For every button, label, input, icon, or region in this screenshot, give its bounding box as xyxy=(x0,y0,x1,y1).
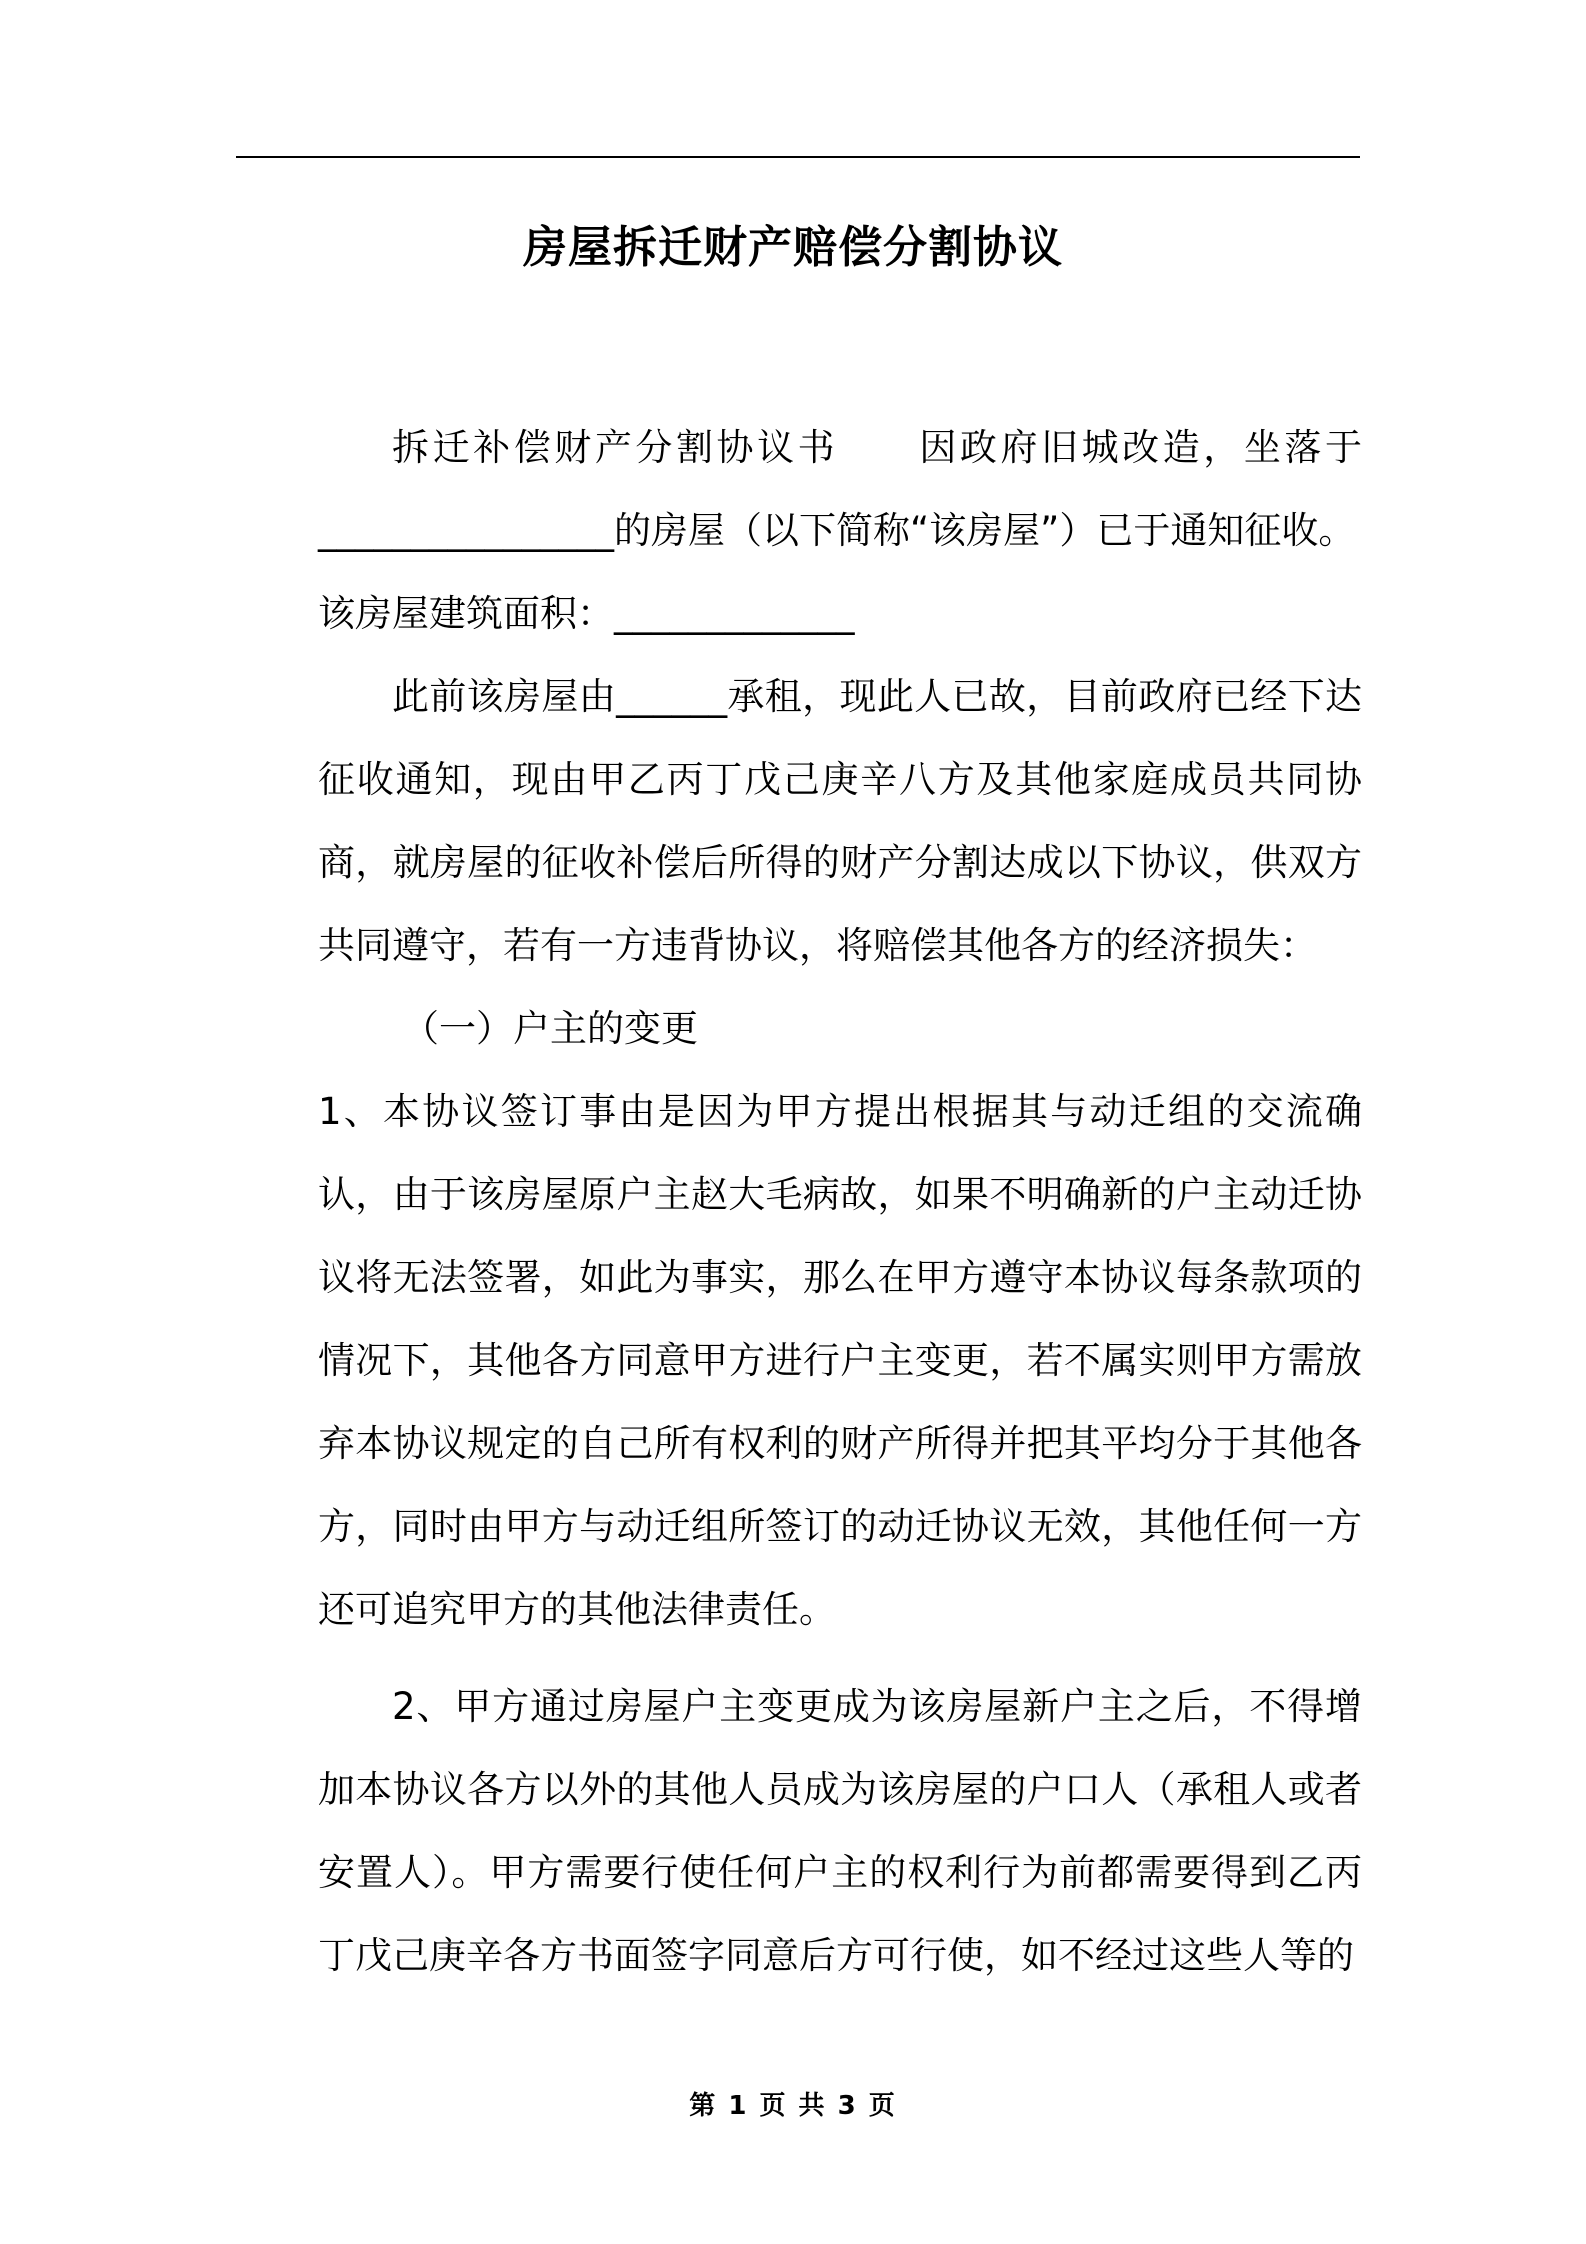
page-number: 第 1 页 共 3 页 xyxy=(689,2091,897,2121)
document-title: 房屋拆迁财产赔偿分割协议 xyxy=(523,222,1063,273)
section-heading: （一）户主的变更 xyxy=(402,1007,698,1050)
clause-2: 2、甲方通过房屋户主变更成为该房屋新户主之后，不得增加本协议各方以外的其他人员成为该房屋的户口人（承租人或者安置人）。甲方需要行使任何户主的权利行为前都需要得到乙丙丁戊己庚辛各方书面签字同意后方可行使，如不经过这些人等的 xyxy=(318,1685,1362,1977)
clause-1: 1、本协议签订事由是因为甲方提出根据其与动迁组的交流确认，由于该房屋原户主赵大毛病故，如果不明确新的户主动迁协议将无法签署，如此为事实，那么在甲方遵守本协议每条款项的情况下，其他各方同意甲方进行户主变更，若不属实则甲方需放弃本协议规定的自己所有权利的财产所得并把其平均分于其他各方，同时由甲方与动迁组所签订的动迁协议无效，其他任何一方还可追究甲方的其他法律责任。 xyxy=(318,1090,1362,1631)
paragraph-intro: 拆迁补偿财产分割协议书 因政府旧城改造，坐落于________________的房屋（以下简称“该房屋”）已于通知征收。 xyxy=(318,426,1362,552)
header-rule xyxy=(236,156,1360,158)
paragraph-background: 此前该房屋由______承租，现此人已故，目前政府已经下达征收通知，现由甲乙丙丁戊己庚辛八方及其他家庭成员共同协商，就房屋的征收补偿后所得的财产分割达成以下协议，供双方共同遵守，若有一方违背协议，将赔偿其他各方的经济损失： xyxy=(318,675,1362,967)
document-body xyxy=(318,406,1362,1997)
paragraph-area: 该房屋建筑面积：_____________ xyxy=(318,592,855,635)
